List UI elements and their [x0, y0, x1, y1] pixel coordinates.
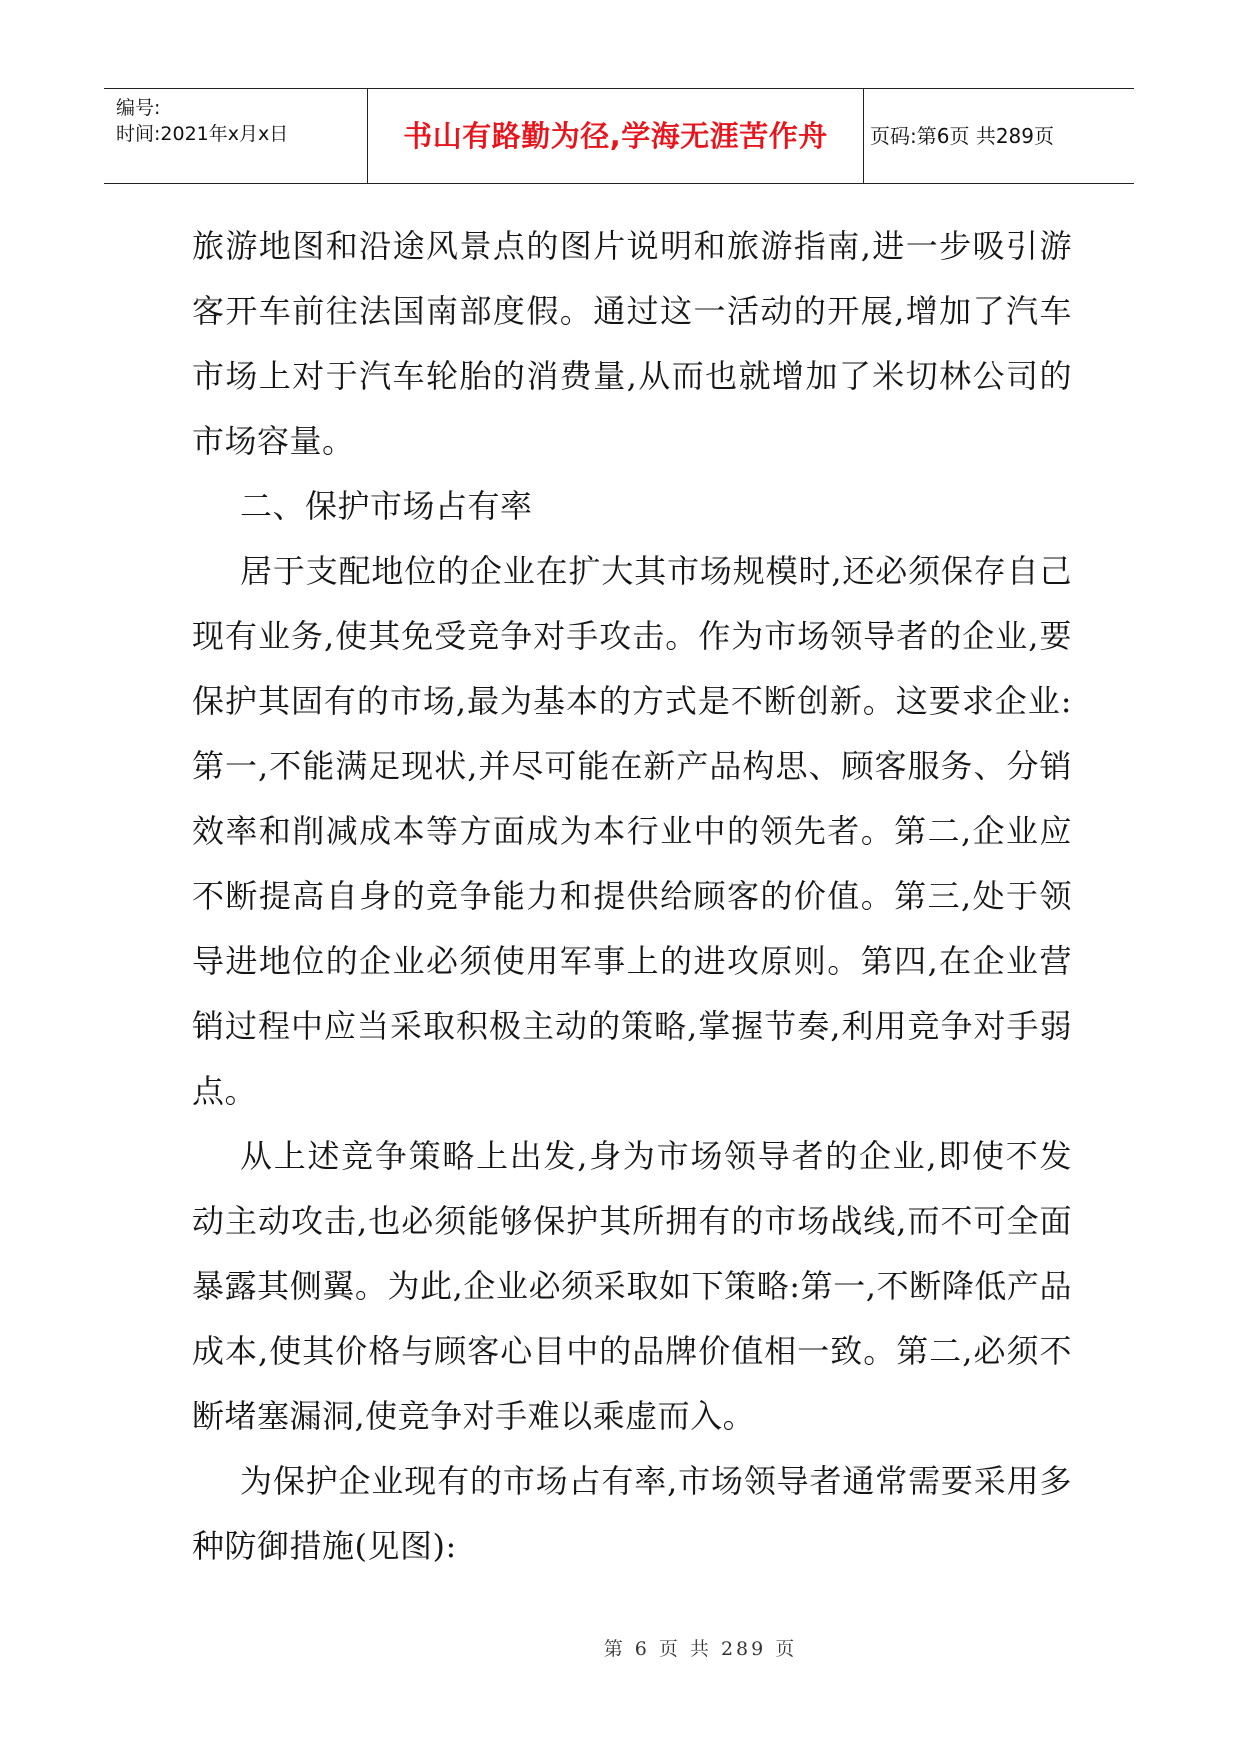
header-motto: 书山有路勤为径,学海无涯苦作舟	[403, 119, 828, 153]
header-meta	[116, 95, 288, 147]
document-body	[192, 214, 1072, 1579]
body-paragraph: 居于支配地位的企业在扩大其市场规模时,还必须保存自己现有业务,使其免受竞争对手攻击。作为市场领导者的企业,要保护其固有的市场,最为基本的方式是不断创新。这要求企业:第一,不能满足现状,并尽可能在新产品构思、顾客服务、分销效率和削减成本等方面成为本行业中的领先者。第二,企业应不断提高自身的竞争能力和提供给顾客的价值。第三,处于领导进地位的企业必须使用军事上的进攻原则。第四,在企业营销过程中应当采取积极主动的策略,掌握节奏,利用竞争对手弱点。	[192, 552, 1072, 1110]
header-page-info: 页码:第6页 共289页	[870, 124, 1054, 148]
document-number-label: 编号:	[116, 97, 161, 119]
document-date-label: 时间:2021年x月x日	[116, 123, 289, 145]
body-paragraph: 为保护企业现有的市场占有率,市场领导者通常需要采用多种防御措施(见图):	[192, 1462, 1072, 1565]
body-paragraph: 从上述竞争策略上出发,身为市场领导者的企业,即使不发动主动攻击,也必须能够保护其所拥有的市场战线,而不可全面暴露其侧翼。为此,企业必须采取如下策略:第一,不断降低产品成本,使其价格与顾客心目中的品牌价值相一致。第二,必须不断堵塞漏洞,使竞争对手难以乘虚而入。	[192, 1137, 1072, 1435]
page-footer: 第 6 页 共 289 页	[603, 1638, 798, 1660]
page-header	[104, 88, 1134, 184]
header-divider	[863, 89, 864, 183]
section-heading: 二、保护市场占有率	[240, 487, 533, 525]
body-paragraph: 旅游地图和沿途风景点的图片说明和旅游指南,进一步吸引游客开车前往法国南部度假。通过这一活动的开展,增加了汽车市场上对于汽车轮胎的消费量,从而也就增加了米切林公司的市场容量。	[192, 227, 1072, 460]
